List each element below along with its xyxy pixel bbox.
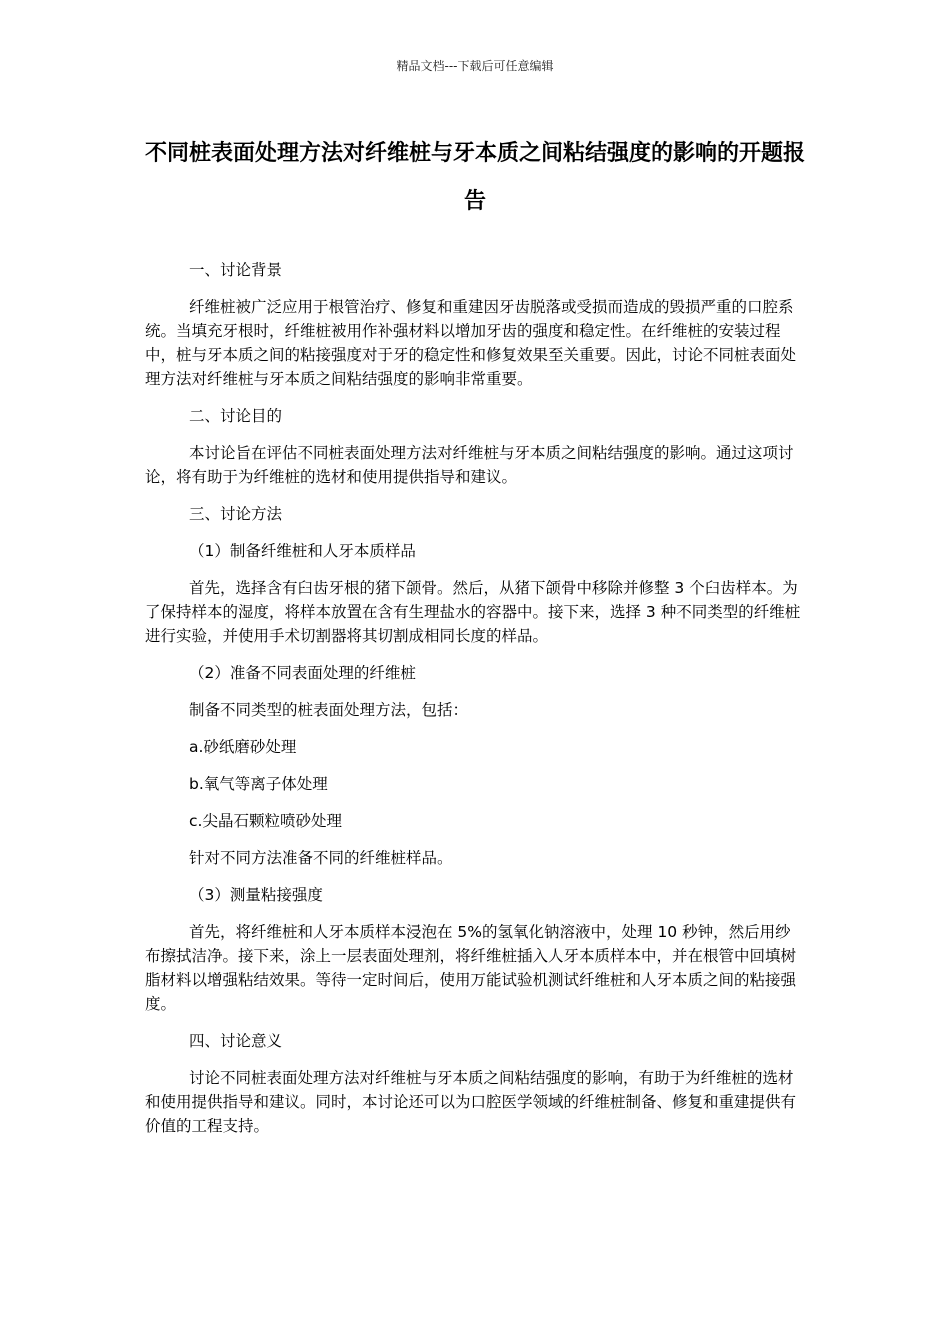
paragraph-purpose: 本讨论旨在评估不同桩表面处理方法对纤维桩与牙本质之间粘结强度的影响。通过这项讨论，将有助于为纤维桩的选材和使用提供指导和建议。 [145,444,794,486]
list-item-a: a.砂纸磨砂处理 [189,738,297,756]
document-title: 不同桩表面处理方法对纤维桩与牙本质之间粘结强度的影响的开题报告 [145,141,806,214]
section-heading-purpose: 二、讨论目的 [189,407,283,425]
subheading-prepare-samples: （1）制备纤维桩和人牙本质样品 [189,542,416,560]
paragraph-significance: 讨论不同桩表面处理方法对纤维桩与牙本质之间粘结强度的影响，有助于为纤维桩的选材和使用提供指导和建议。同时，本讨论还可以为口腔医学领域的纤维桩制备、修复和重建提供有价值的工程支持。 [145,1069,797,1135]
paragraph-treatment-intro: 制备不同类型的桩表面处理方法，包括： [189,701,469,719]
paragraph-measure-strength: 首先，将纤维桩和人牙本质样本浸泡在 5%的氢氧化钠溶液中，处理 10 秒钟，然后用纱布擦拭洁净。接下来，涂上一层表面处理剂，将纤维桩插入人牙本质样本中，并在根管中回填树脂材料以增强粘结效果。等待一定时间后，使用万能试验机测试纤维桩和人牙本质之间的粘接强度。 [145,923,797,1013]
section-heading-significance: 四、讨论意义 [189,1032,283,1050]
list-item-b: b.氧气等离子体处理 [189,775,328,793]
paragraph-treatment-note: 针对不同方法准备不同的纤维桩样品。 [189,849,453,867]
subheading-surface-treatment: （2）准备不同表面处理的纤维桩 [189,664,416,682]
section-heading-methods: 三、讨论方法 [189,505,283,523]
paragraph-background: 纤维桩被广泛应用于根管治疗、修复和重建因牙齿脱落或受损而造成的毁损严重的口腔系统。当填充牙根时，纤维桩被用作补强材料以增加牙齿的强度和稳定性。在纤维桩的安装过程中，桩与牙本质之间的粘接强度对于牙的稳定性和修复效果至关重要。因此，讨论不同桩表面处理方法对纤维桩与牙本质之间粘结强度的影响非常重要。 [145,298,797,388]
subheading-measure-strength: （3）测量粘接强度 [189,886,323,904]
list-item-c: c.尖晶石颗粒喷砂处理 [189,812,342,830]
header-note: 精品文档---下载后可任意编辑 [396,59,554,73]
document-body [145,258,805,1138]
paragraph-prepare-samples: 首先，选择含有臼齿牙根的猪下颌骨。然后，从猪下颌骨中移除并修整 3 个臼齿样本。为了保持样本的湿度，将样本放置在含有生理盐水的容器中。接下来，选择 3 种不同类型的纤维桩进行实验，并使用手术切割器将其切割成相同长度的样品。 [145,579,801,645]
section-heading-background: 一、讨论背景 [189,261,283,279]
